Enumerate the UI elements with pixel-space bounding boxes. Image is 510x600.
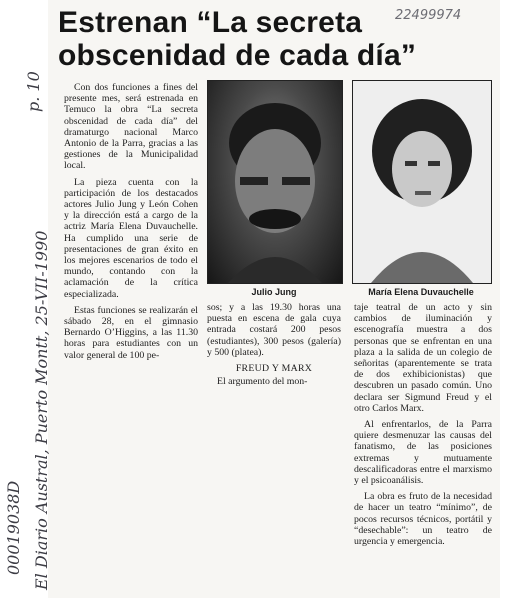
handwritten-page-note: p. 10	[24, 71, 43, 112]
photo-caption: María Elena Duvauchelle	[368, 287, 474, 297]
paragraph: El argumento del mon-	[217, 376, 308, 388]
article-column-2	[207, 302, 341, 392]
handwritten-catalog-number: 00019038D	[4, 480, 23, 575]
archive-stamp: 22499974	[395, 8, 462, 23]
headline: Estrenan “La secreta obscenidad de cada día”	[58, 6, 417, 72]
paragraph: La obra es fruto de la necesidad de hacer un teatro “mínimo”, de pocos recursos técnicos, portátil y “desechable”: un teatro de urgencia y emergencia.	[354, 491, 492, 548]
paragraph: taje teatral de un acto y sin cambios de iluminación y escenografía muestra a dos personas que se enfrentan en una plaza a la salida de un colegio de señoritas (aparentemente se trata de dos exhibicionistas) que descubren un pasado común. Uno declara ser Sigmund Freud y el otro Carlos Marx.	[354, 302, 492, 414]
article-column-1	[64, 82, 198, 366]
handwritten-source-note: El Diario Austral, Puerto Montt, 25-VII-1990	[32, 230, 51, 590]
paragraph: Con dos funciones a fines del presente mes, será estrenada en Temuco la obra “La secreta obscenidad de cada día” del dramaturgo nacional Marco Antonio de la Parra, gracias a las gestiones de la Municipalidad local.	[64, 82, 198, 172]
paragraph: sos; y a las 19.30 horas una puesta en escena de gala cuya entrada costará 200 pesos (estudiantes), 300 pesos (galería) y 500 (platea).	[207, 302, 341, 358]
paragraph: Al enfrentarlos, de la Parra quiere desmenuzar las causas del fanatismo, de las posiciones extremas y mutuamente descalificadoras entre el marxismo y el psicoanálisis.	[354, 419, 492, 487]
photo-julio-jung	[207, 80, 343, 284]
subheading: FREUD Y MARX	[235, 363, 313, 375]
portrait-woman-image	[353, 81, 491, 283]
article-column-3	[354, 302, 492, 552]
paragraph: La pieza cuenta con la participación de los destacados actores Julio Jung y León Cohen y la dirección está a cargo de la actriz María Elena Duvauchelle. Ha cumplido una serie de presentaciones de gran éxito en los mejores escenarios de todo el mundo, contando con la aclamación de la crítica especializada.	[64, 176, 198, 300]
portrait-man-image	[208, 81, 342, 283]
photo-caption: Julio Jung	[251, 287, 297, 297]
photo-maria-elena-duvauchelle	[352, 80, 492, 284]
paragraph: Estas funciones se realizarán el sábado 28, en el gimnasio Bernardo O’Higgins, a las 11.30 horas para estudiantes con un valor general de 100 pe-	[64, 304, 198, 361]
